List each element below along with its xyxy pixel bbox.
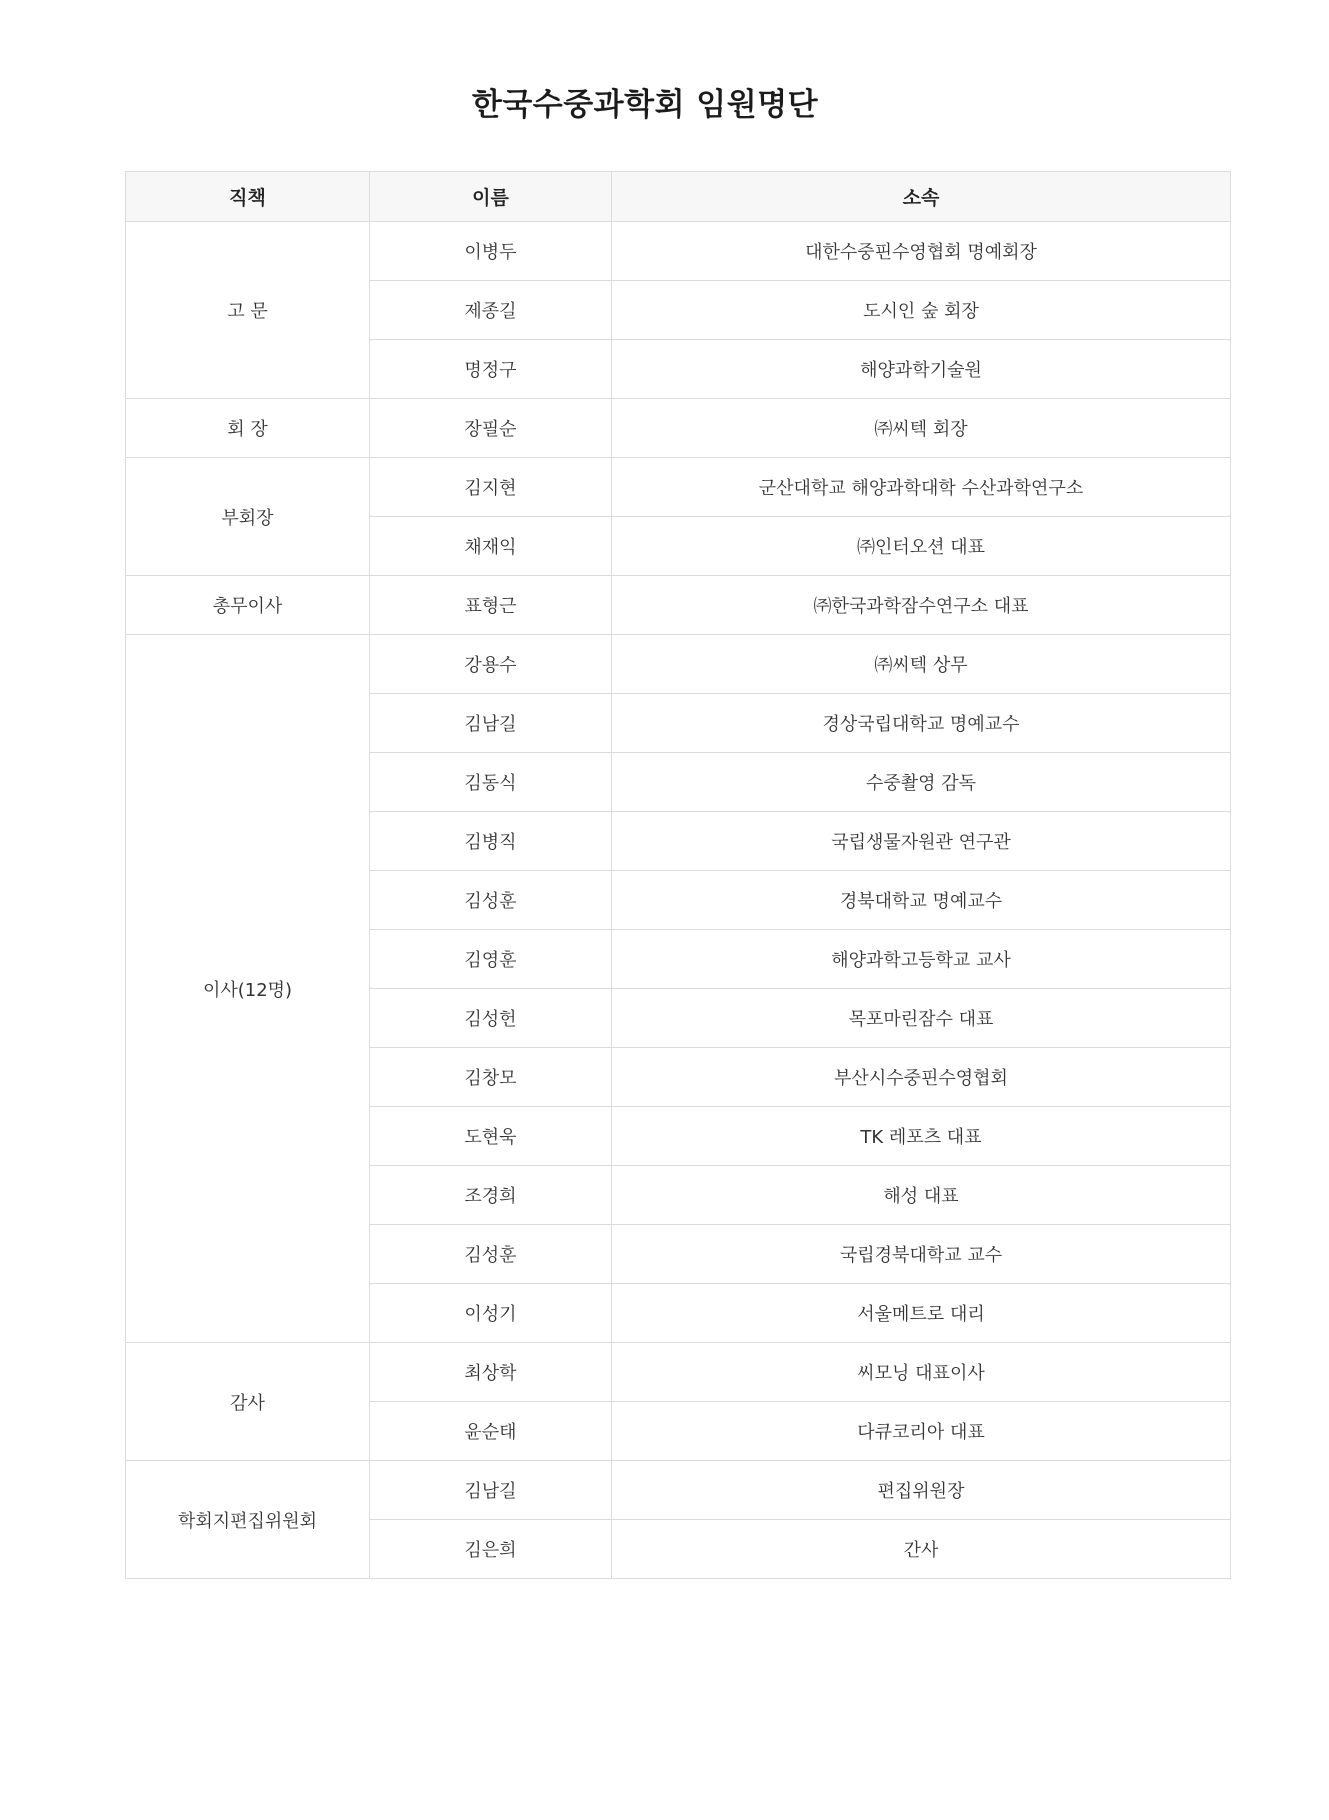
position-cell: 학회지편집위원회 bbox=[126, 1461, 370, 1579]
header-affiliation: 소속 bbox=[612, 172, 1231, 222]
name-cell: 최상학 bbox=[370, 1343, 612, 1402]
name-cell: 김영훈 bbox=[370, 930, 612, 989]
affiliation-cell: 해성 대표 bbox=[612, 1166, 1231, 1225]
affiliation-cell: TK 레포츠 대표 bbox=[612, 1107, 1231, 1166]
header-name: 이름 bbox=[370, 172, 612, 222]
name-cell: 윤순태 bbox=[370, 1402, 612, 1461]
affiliation-cell: 해양과학고등학교 교사 bbox=[612, 930, 1231, 989]
affiliation-cell: 간사 bbox=[612, 1520, 1231, 1579]
name-cell: 장필순 bbox=[370, 399, 612, 458]
table-header bbox=[126, 172, 1231, 222]
affiliation-cell: 수중촬영 감독 bbox=[612, 753, 1231, 812]
officers-table bbox=[125, 171, 1231, 1579]
position-cell: 이사(12명) bbox=[126, 635, 370, 1343]
name-cell: 이성기 bbox=[370, 1284, 612, 1343]
name-cell: 조경희 bbox=[370, 1166, 612, 1225]
table-row bbox=[126, 1343, 1231, 1402]
affiliation-cell: 서울메트로 대리 bbox=[612, 1284, 1231, 1343]
affiliation-cell: 다큐코리아 대표 bbox=[612, 1402, 1231, 1461]
page-title: 한국수중과학회 임원명단 bbox=[471, 86, 819, 123]
affiliation-cell: 씨모닝 대표이사 bbox=[612, 1343, 1231, 1402]
table-body bbox=[126, 222, 1231, 1579]
affiliation-cell: 편집위원장 bbox=[612, 1461, 1231, 1520]
name-cell: 채재익 bbox=[370, 517, 612, 576]
header-row bbox=[126, 172, 1231, 222]
affiliation-cell: 대한수중핀수영협회 명예회장 bbox=[612, 222, 1231, 281]
name-cell: 김지현 bbox=[370, 458, 612, 517]
table-row bbox=[126, 576, 1231, 635]
name-cell: 김성훈 bbox=[370, 871, 612, 930]
name-cell: 김성훈 bbox=[370, 1225, 612, 1284]
name-cell: 김남길 bbox=[370, 1461, 612, 1520]
affiliation-cell: 해양과학기술원 bbox=[612, 340, 1231, 399]
affiliation-cell: 부산시수중핀수영협회 bbox=[612, 1048, 1231, 1107]
position-cell: 부회장 bbox=[126, 458, 370, 576]
name-cell: 김남길 bbox=[370, 694, 612, 753]
name-cell: 김은희 bbox=[370, 1520, 612, 1579]
position-cell: 총무이사 bbox=[126, 576, 370, 635]
affiliation-cell: 국립경북대학교 교수 bbox=[612, 1225, 1231, 1284]
name-cell: 김성헌 bbox=[370, 989, 612, 1048]
table-row bbox=[126, 222, 1231, 281]
name-cell: 제종길 bbox=[370, 281, 612, 340]
affiliation-cell: ㈜씨텍 회장 bbox=[612, 399, 1231, 458]
name-cell: 김동식 bbox=[370, 753, 612, 812]
position-cell: 감사 bbox=[126, 1343, 370, 1461]
affiliation-cell: 목포마린잠수 대표 bbox=[612, 989, 1231, 1048]
affiliation-cell: 국립생물자원관 연구관 bbox=[612, 812, 1231, 871]
name-cell: 이병두 bbox=[370, 222, 612, 281]
affiliation-cell: 경상국립대학교 명예교수 bbox=[612, 694, 1231, 753]
table-row bbox=[126, 635, 1231, 694]
name-cell: 명정구 bbox=[370, 340, 612, 399]
name-cell: 김창모 bbox=[370, 1048, 612, 1107]
affiliation-cell: 도시인 숲 회장 bbox=[612, 281, 1231, 340]
table-row bbox=[126, 458, 1231, 517]
name-cell: 강용수 bbox=[370, 635, 612, 694]
name-cell: 표형근 bbox=[370, 576, 612, 635]
table-row bbox=[126, 1461, 1231, 1520]
affiliation-cell: ㈜한국과학잠수연구소 대표 bbox=[612, 576, 1231, 635]
affiliation-cell: ㈜씨텍 상무 bbox=[612, 635, 1231, 694]
position-cell: 회 장 bbox=[126, 399, 370, 458]
affiliation-cell: 경북대학교 명예교수 bbox=[612, 871, 1231, 930]
name-cell: 김병직 bbox=[370, 812, 612, 871]
affiliation-cell: 군산대학교 해양과학대학 수산과학연구소 bbox=[612, 458, 1231, 517]
position-cell: 고 문 bbox=[126, 222, 370, 399]
affiliation-cell: ㈜인터오션 대표 bbox=[612, 517, 1231, 576]
name-cell: 도현욱 bbox=[370, 1107, 612, 1166]
table-row bbox=[126, 399, 1231, 458]
header-position: 직책 bbox=[126, 172, 370, 222]
